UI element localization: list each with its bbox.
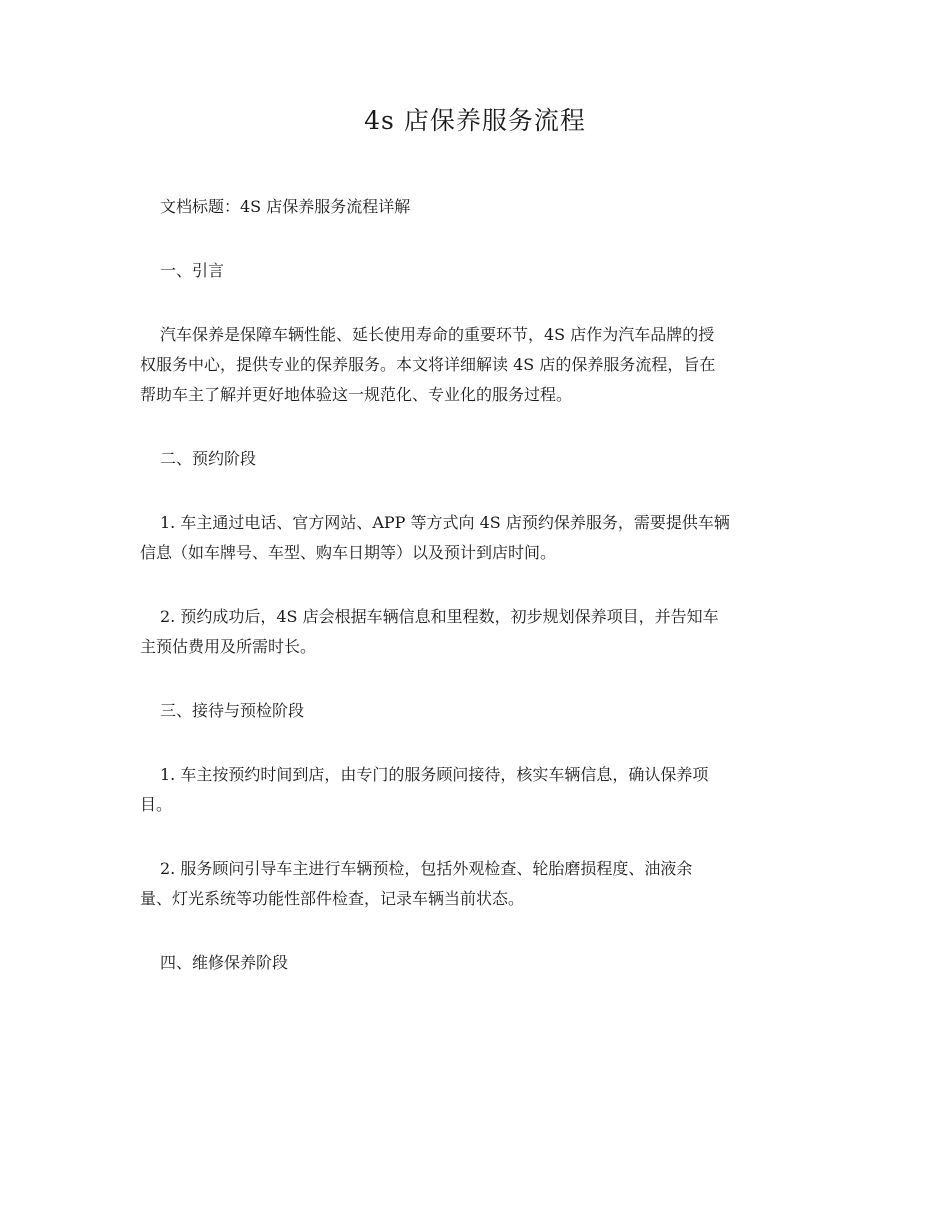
document-title: 4s 店保养服务流程 <box>364 106 586 135</box>
booking-item-2-line: 2. 预约成功后，4S 店会根据车辆信息和里程数，初步规划保养项目，并告知车 <box>160 607 719 626</box>
reception-item-1 <box>140 760 812 820</box>
booking-item-1 <box>140 508 812 568</box>
booking-item-1-line: 1. 车主通过电话、官方网站、APP 等方式向 4S 店预约保养服务，需要提供车辆 <box>160 513 730 532</box>
reception-item-2-line: 2. 服务顾问引导车主进行车辆预检，包括外观检查、轮胎磨损程度、油液余 <box>160 859 693 878</box>
document-body <box>140 192 812 978</box>
intro-line: 权服务中心，提供专业的保养服务。本文将详细解读 4S 店的保养服务流程，旨在 <box>140 355 716 374</box>
reception-item-1-line: 目。 <box>140 795 173 814</box>
section-heading-reception: 三、接待与预检阶段 <box>160 701 305 720</box>
booking-item-1-line: 信息（如车牌号、车型、购车日期等）以及预计到店时间。 <box>140 543 557 562</box>
intro-line: 汽车保养是保障车辆性能、延长使用寿命的重要环节，4S 店作为汽车品牌的授 <box>160 325 715 344</box>
section-heading-intro: 一、引言 <box>160 261 225 280</box>
section-heading-booking: 二、预约阶段 <box>160 449 257 468</box>
section-heading-maintenance: 四、维修保养阶段 <box>160 953 289 972</box>
booking-item-2-line: 主预估费用及所需时长。 <box>140 637 317 656</box>
reception-item-2-line: 量、灯光系统等功能性部件检查，记录车辆当前状态。 <box>140 889 525 908</box>
doc-title-line: 文档标题：4S 店保养服务流程详解 <box>160 197 411 216</box>
intro-paragraph <box>140 320 812 410</box>
reception-item-1-line: 1. 车主按预约时间到店，由专门的服务顾问接待，核实车辆信息，确认保养项 <box>160 765 709 784</box>
booking-item-2 <box>140 602 812 662</box>
reception-item-2 <box>140 854 812 914</box>
intro-line: 帮助车主了解并更好地体验这一规范化、专业化的服务过程。 <box>140 385 573 404</box>
